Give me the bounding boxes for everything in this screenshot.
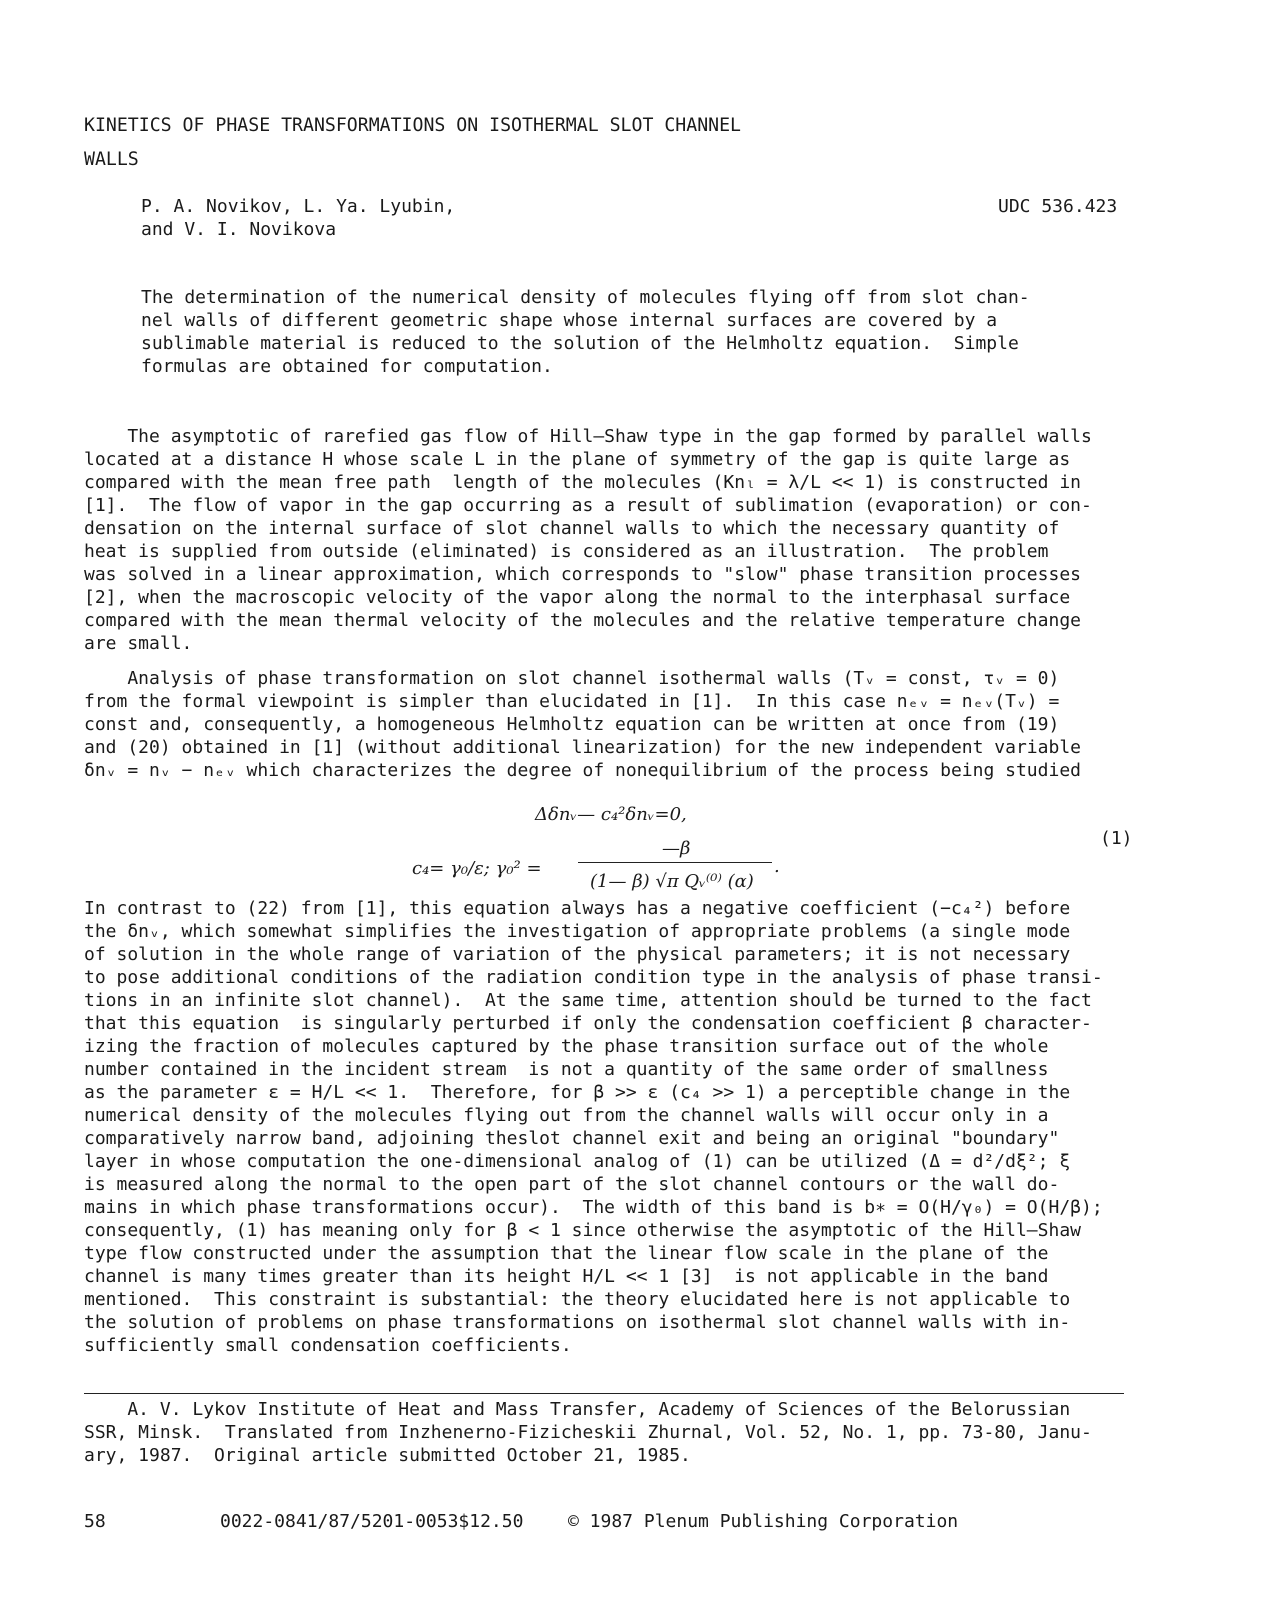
body-line: compared with the mean thermal velocity of the molecules and the relative temperature change — [84, 610, 1081, 631]
footnote-line: ary, 1987. Original article submitted October 21, 1985. — [84, 1445, 691, 1466]
body-line: [2], when the macroscopic velocity of the vapor along the normal to the interphasal surface — [84, 587, 1071, 608]
equation-line-1: Δδnᵥ— c₄²δnᵥ=0, — [535, 804, 687, 825]
page-number: 58 — [84, 1511, 106, 1532]
equation-period: . — [774, 856, 780, 877]
authors-line-2: and V. I. Novikova — [141, 219, 337, 240]
abstract-line: formulas are obtained for computation. — [141, 356, 553, 377]
body-line: mentioned. This constraint is substantial: the theory elucidated here is not applicable to — [84, 1289, 1071, 1310]
abstract-line: The determination of the numerical density of molecules flying off from slot chan- — [141, 287, 1030, 308]
footnote-line: A. V. Lykov Institute of Heat and Mass Transfer, Academy of Sciences of the Belorussian — [84, 1399, 1071, 1420]
body-line: located at a distance H whose scale L in the plane of symmetry of the gap is quite large as — [84, 449, 1071, 470]
body-line: tions in an infinite slot channel). At the same time, attention should be turned to the fact — [84, 990, 1092, 1011]
body-line: layer in whose computation the one-dimensional analog of (1) can be utilized (Δ = d²/dξ²; ξ — [84, 1151, 1071, 1172]
equation-numerator: —β — [662, 838, 691, 859]
abstract-line: sublimable material is reduced to the solution of the Helmholtz equation. Simple — [141, 333, 1019, 354]
body-line: consequently, (1) has meaning only for β < 1 since otherwise the asymptotic of the Hill—Shaw — [84, 1220, 1081, 1241]
body-line: as the parameter ε = H/L << 1. Therefore, for β >> ε (c₄ >> 1) a perceptible change in the — [84, 1082, 1071, 1103]
body-line: that this equation is singularly perturbed if only the condensation coefficient β character- — [84, 1013, 1092, 1034]
udc-code: UDC 536.423 — [998, 196, 1118, 217]
body-line: The asymptotic of rarefied gas flow of Hill—Shaw type in the gap formed by parallel walls — [84, 426, 1092, 447]
abstract-line: nel walls of different geometric shape whose internal surfaces are covered by a — [141, 310, 998, 331]
body-line: was solved in a linear approximation, which corresponds to "slow" phase transition processes — [84, 564, 1081, 585]
body-line: densation on the internal surface of slot channel walls to which the necessary quantity of — [84, 518, 1060, 539]
equation-denominator: (1— β) √π Qᵥ⁽⁰⁾ (α) — [590, 871, 754, 892]
equation-number: (1) — [1100, 828, 1133, 849]
body-line: the δnᵥ, which somewhat simplifies the investigation of appropriate problems (a single mode — [84, 921, 1071, 942]
fraction-bar — [578, 862, 772, 863]
body-line: compared with the mean free path length of the molecules (Knₗ = λ/L << 1) is constructed in — [84, 472, 1081, 493]
body-line: number contained in the incident stream is not a quantity of the same order of smallness — [84, 1059, 1049, 1080]
body-line: is measured along the normal to the open part of the slot channel contours or the wall do- — [84, 1174, 1060, 1195]
body-line: are small. — [84, 633, 193, 654]
body-line: the solution of problems on phase transformations on isothermal slot channel walls with in- — [84, 1312, 1071, 1333]
body-line: const and, consequently, a homogeneous Helmholtz equation can be written at once from (19) — [84, 714, 1060, 735]
body-line: δnᵥ = nᵥ − nₑᵥ which characterizes the degree of nonequilibrium of the process being studied — [84, 760, 1081, 781]
copyright-notice: © 1987 Plenum Publishing Corporation — [568, 1511, 959, 1532]
body-line: of solution in the whole range of variation of the physical parameters; it is not necessary — [84, 944, 1071, 965]
equation-lhs: c₄= γ₀/ε; γ₀² = — [412, 858, 542, 879]
body-line: In contrast to (22) from [1], this equation always has a negative coefficient (−c₄²) before — [84, 898, 1071, 919]
footnote-line: SSR, Minsk. Translated from Inzhenerno-Fizicheskii Zhurnal, Vol. 52, No. 1, pp. 73-80, Janu- — [84, 1422, 1092, 1443]
body-line: comparatively narrow band, adjoining theslot channel exit and being an original "boundary" — [84, 1128, 1060, 1149]
body-line: type flow constructed under the assumption that the linear flow scale in the plane of the — [84, 1243, 1049, 1264]
body-line: izing the fraction of molecules captured by the phase transition surface out of the whole — [84, 1036, 1049, 1057]
authors-line-1: P. A. Novikov, L. Ya. Lyubin, — [141, 196, 456, 217]
body-line: Analysis of phase transformation on slot channel isothermal walls (Tᵥ = const, τᵥ = 0) — [84, 668, 1060, 689]
body-line: heat is supplied from outside (eliminated) is considered as an illustration. The problem — [84, 541, 1049, 562]
body-line: to pose additional conditions of the radiation condition type in the analysis of phase transi- — [84, 967, 1103, 988]
body-line: from the formal viewpoint is simpler than elucidated in [1]. In this case nₑᵥ = nₑᵥ(Tᵥ) = — [84, 691, 1060, 712]
body-line: [1]. The flow of vapor in the gap occurring as a result of sublimation (evaporation) or con- — [84, 495, 1092, 516]
title-line-2: WALLS — [84, 149, 139, 170]
footnote-rule — [84, 1393, 1124, 1394]
body-line: sufficiently small condensation coefficients. — [84, 1335, 572, 1356]
body-line: numerical density of the molecules flying out from the channel walls will occur only in a — [84, 1105, 1049, 1126]
article-code: 0022-0841/87/5201-0053$12.50 — [220, 1511, 524, 1532]
body-line: mains in which phase transformations occur). The width of this band is b∗ = O(H/γ₀) = O(H/β); — [84, 1197, 1103, 1218]
body-line: and (20) obtained in [1] (without additional linearization) for the new independent variable — [84, 737, 1081, 758]
body-line: channel is many times greater than its height H/L << 1 [3] is not applicable in the band — [84, 1266, 1049, 1287]
title-line-1: KINETICS OF PHASE TRANSFORMATIONS ON ISOTHERMAL SLOT CHANNEL — [84, 115, 741, 136]
